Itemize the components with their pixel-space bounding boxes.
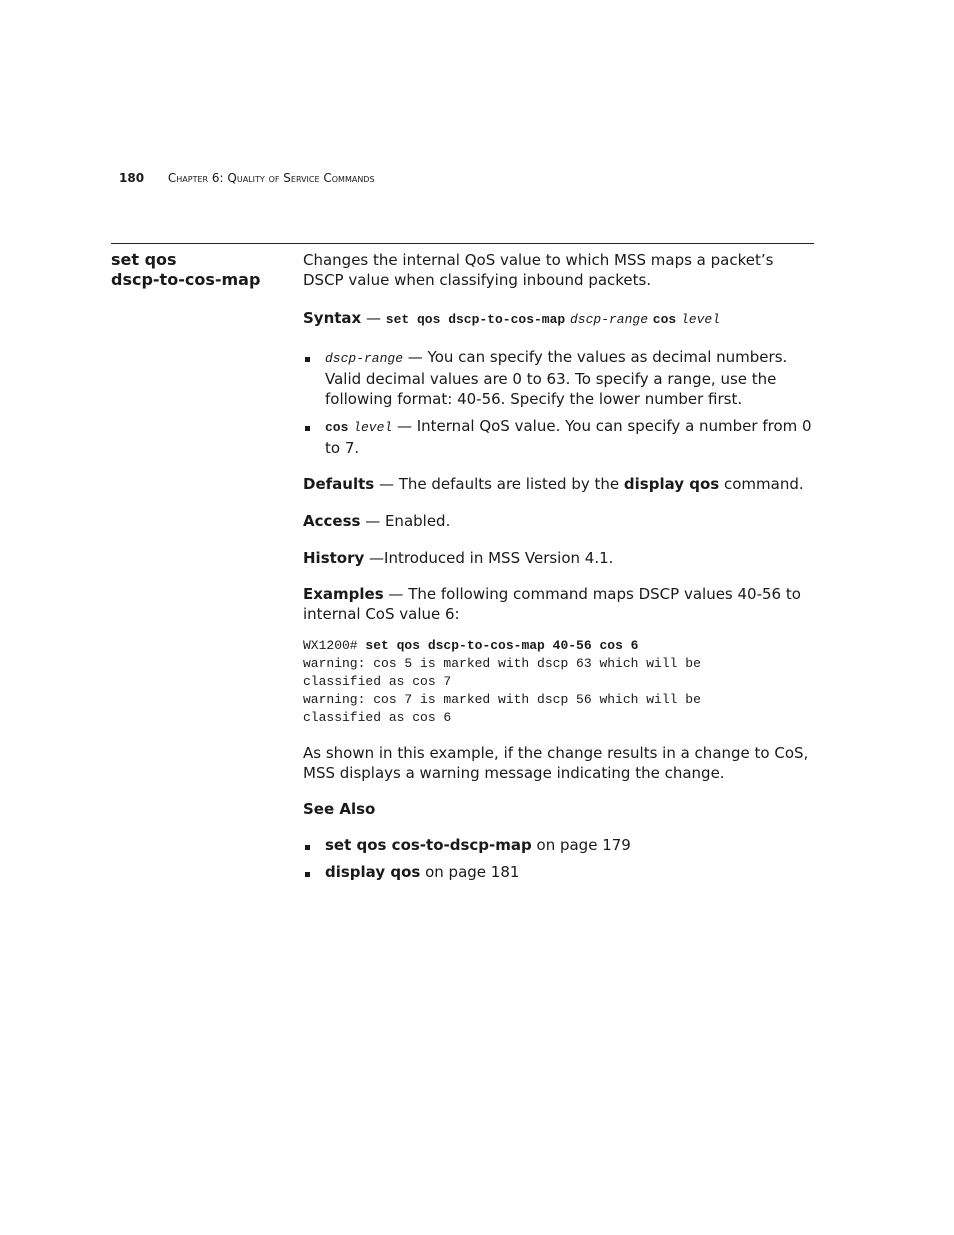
- syntax-command: set qos dscp-to-cos-map: [385, 312, 566, 327]
- access-paragraph: [303, 511, 815, 531]
- access-label: Access: [303, 512, 361, 530]
- see-also-heading: [303, 799, 815, 819]
- param-keyword: cos: [325, 420, 349, 435]
- list-item: [303, 416, 815, 458]
- code-output-line: classified as cos 7: [303, 674, 452, 689]
- parameter-list: [303, 347, 815, 458]
- example-code-block: [303, 637, 815, 727]
- command-title: [111, 250, 260, 290]
- list-item: [303, 835, 815, 855]
- examples-paragraph: [303, 584, 815, 624]
- history-label: History: [303, 549, 365, 567]
- code-output-line: warning: cos 7 is marked with dscp 56 which will be: [303, 692, 701, 707]
- defaults-text: — The defaults are listed by the: [374, 475, 624, 493]
- access-text: — Enabled.: [360, 512, 451, 530]
- syntax-keyword-cos: cos: [652, 312, 677, 327]
- syntax-label: Syntax: [303, 309, 362, 327]
- see-also-label: See Also: [303, 800, 376, 818]
- defaults-command: display qos: [623, 475, 720, 493]
- param-text: — Internal QoS value. You can specify a number from 0 to 7.: [325, 417, 812, 457]
- examples-text: — The following command maps DSCP values 40-56 to internal CoS value 6:: [303, 585, 801, 623]
- section-rule: [111, 243, 814, 244]
- list-item: [303, 347, 815, 409]
- syntax-line: [303, 308, 815, 330]
- history-paragraph: [303, 548, 815, 568]
- syntax-arg-level: level: [680, 312, 720, 327]
- param-name: level: [353, 420, 393, 435]
- list-item: [303, 862, 815, 882]
- command-body: [303, 250, 815, 882]
- page-header: [119, 171, 375, 185]
- page-number: 180: [119, 171, 145, 185]
- code-prompt: WX1200#: [303, 638, 366, 653]
- code-command: set qos dscp-to-cos-map 40-56 cos 6: [365, 638, 639, 653]
- example-note: As shown in this example, if the change results in a change to CoS, MSS displays a warning message indicating the change.: [303, 744, 809, 782]
- code-output-line: classified as cos 6: [303, 710, 452, 725]
- param-name: dscp-range: [325, 351, 404, 366]
- command-title-line1: set qos: [111, 250, 177, 269]
- defaults-paragraph: [303, 474, 815, 494]
- chapter-title: Chapter 6: Quality of Service Commands: [167, 171, 375, 185]
- syntax-arg-dscp-range: dscp-range: [570, 312, 649, 327]
- see-also-link-display-qos[interactable]: display qos: [325, 863, 421, 881]
- code-output-line: warning: cos 5 is marked with dscp 63 which will be: [303, 656, 701, 671]
- command-description: Changes the internal QoS value to which MSS maps a packet’s DSCP value when classifying inbound packets.: [303, 251, 774, 289]
- see-also-ref: on page 181: [420, 863, 520, 881]
- command-title-line2: dscp-to-cos-map: [111, 270, 261, 289]
- defaults-text-end: command.: [719, 475, 804, 493]
- see-also-link-cos-to-dscp-map[interactable]: set qos cos-to-dscp-map: [325, 836, 532, 854]
- syntax-dash: —: [361, 309, 386, 327]
- defaults-label: Defaults: [303, 475, 375, 493]
- param-text: — You can specify the values as decimal numbers. Valid decimal values are 0 to 63. To specify a range, use the following format: 40-56. Specify the lower number first.: [325, 348, 788, 408]
- see-also-ref: on page 179: [531, 836, 631, 854]
- examples-label: Examples: [303, 585, 384, 603]
- see-also-list: [303, 835, 815, 882]
- history-text: —Introduced in MSS Version 4.1.: [364, 549, 614, 567]
